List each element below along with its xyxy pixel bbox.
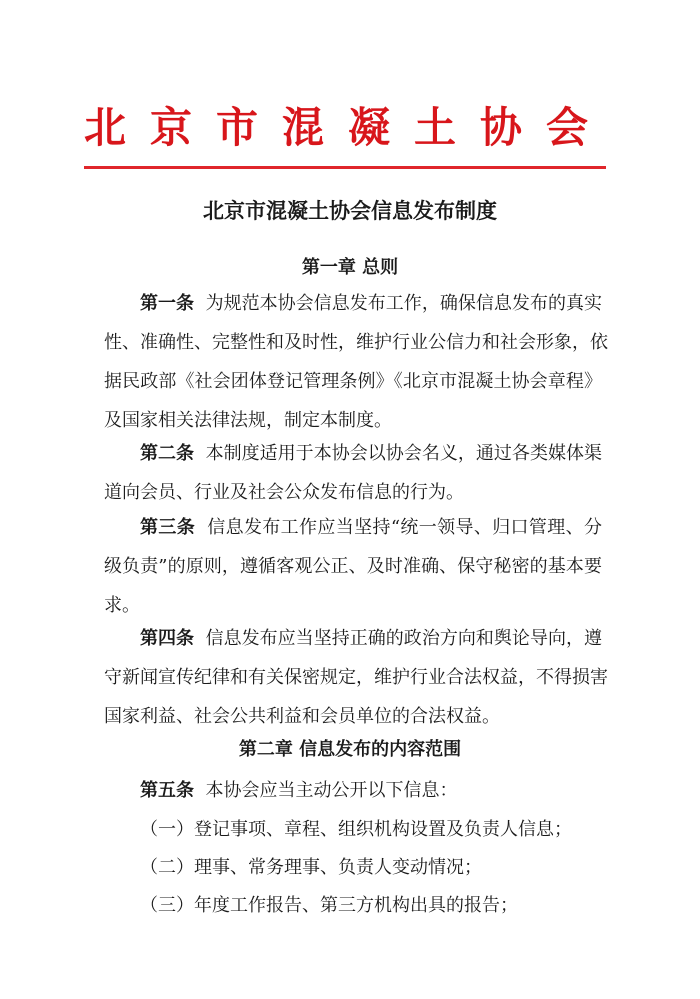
article-3-line-2: 级负责”的原则，遵循客观公正、及时准确、保守秘密的基本要 <box>104 556 602 577</box>
chapter-heading-1: 第一章 总则 <box>301 257 399 278</box>
article-1-line-1 <box>104 284 602 323</box>
article-2-text-1: 本制度适用于本协会以协会名义，通过各类媒体渠 <box>205 443 603 464</box>
article-1-line-3: 据民政部《社会团体登记管理条例》《北京市混凝土协会章程》 <box>104 371 602 392</box>
chapter-heading-2: 第二章 信息发布的内容范围 <box>238 739 462 760</box>
list-item-3: （三）年度工作报告、第三方机构出具的报告； <box>140 895 518 916</box>
document-title: 北京市混凝土协会信息发布制度 <box>203 198 497 223</box>
article-1-line-2: 性、准确性、完整性和及时性，维护行业公信力和社会形象，依 <box>104 332 608 353</box>
article-5 <box>104 771 602 810</box>
article-5-text-1: 本协会应当主动公开以下信息： <box>205 780 458 801</box>
article-3-label: 第三条 <box>140 517 196 538</box>
article-4 <box>104 619 608 736</box>
article-1-line-4: 及国家相关法律法规，制定本制度。 <box>104 410 392 431</box>
article-4-line-2: 守新闻宣传纪律和有关保密规定，维护行业合法权益，不得损害 <box>104 667 608 688</box>
letterhead-red-rule <box>84 166 606 169</box>
article-3-text-1: 信息发布工作应当坚持“统一领导、归口管理、分 <box>207 517 602 538</box>
article-1-label: 第一条 <box>140 293 195 314</box>
list-item-2: （二）理事、常务理事、负责人变动情况； <box>140 857 482 878</box>
letterhead-org-name: 北京市混凝土协会 <box>84 103 613 152</box>
article-3-line-3: 求。 <box>104 595 140 616</box>
article-5-label: 第五条 <box>140 780 194 801</box>
article-5-line-1 <box>104 771 602 810</box>
article-4-text-1: 信息发布应当坚持正确的政治方向和舆论导向，遵 <box>205 628 603 649</box>
article-4-label: 第四条 <box>140 628 195 649</box>
article-2 <box>104 434 602 512</box>
article-3 <box>104 508 602 625</box>
article-2-line-2: 道向会员、行业及社会公众发布信息的行为。 <box>104 482 464 503</box>
article-4-line-1 <box>104 619 602 658</box>
list-item-1: （一）登记事项、章程、组织机构设置及负责人信息； <box>140 819 572 840</box>
article-4-line-3: 国家利益、社会公共利益和会员单位的合法权益。 <box>104 706 500 727</box>
article-2-label: 第二条 <box>140 443 195 464</box>
article-1 <box>104 284 608 440</box>
article-3-line-1 <box>104 508 602 547</box>
article-1-text-1: 为规范本协会信息发布工作，确保信息发布的真实 <box>205 293 603 314</box>
article-2-line-1 <box>104 434 602 473</box>
